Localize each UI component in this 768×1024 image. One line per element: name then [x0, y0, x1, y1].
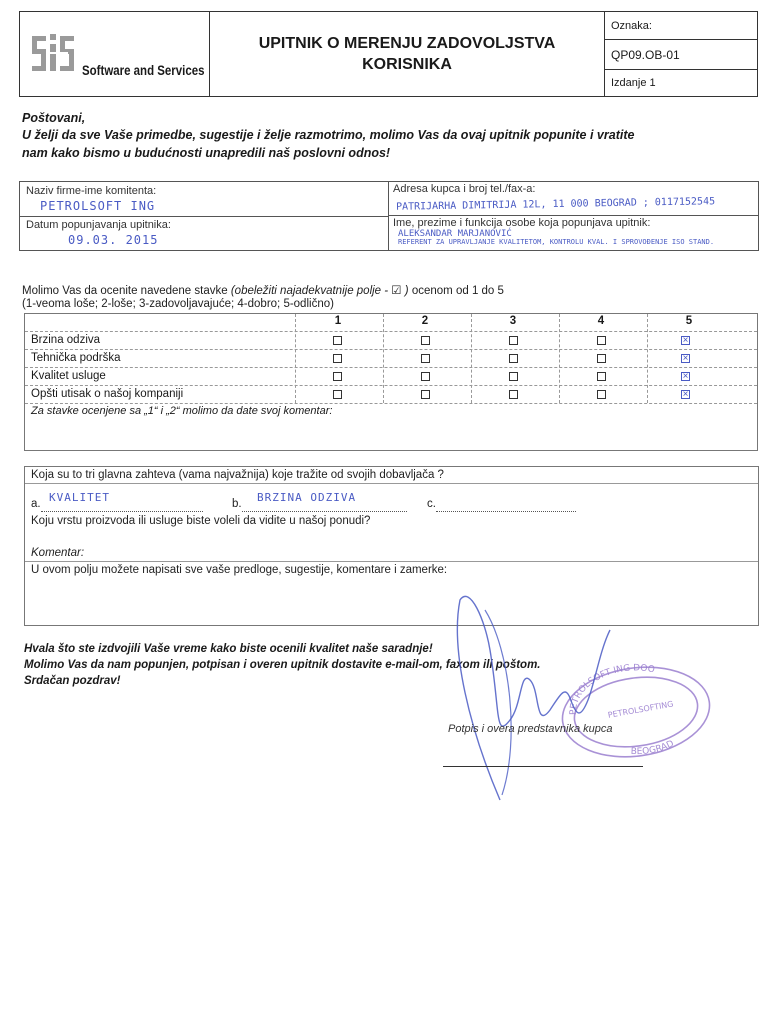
rating-checkbox[interactable]	[421, 390, 430, 399]
logo-cell	[20, 12, 210, 96]
comment-prompt: Za stavke ocenjene sa „1“ i „2“ molimo da date svoj komentar:	[31, 405, 333, 417]
document-title	[210, 12, 605, 96]
rating-checkbox[interactable]	[597, 354, 606, 363]
rating-checkbox[interactable]	[509, 390, 518, 399]
edition-label: Izdanje 1	[611, 77, 656, 89]
rating-checkbox[interactable]	[333, 354, 342, 363]
title-line-2: KORISNIKA	[362, 56, 452, 73]
req-c-line[interactable]	[436, 511, 576, 512]
row-label-overall: Opšti utisak o našoj kompaniji	[31, 388, 184, 400]
req-a-line	[41, 511, 203, 512]
grid-line	[647, 314, 648, 403]
rating-checkbox[interactable]	[597, 336, 606, 345]
date-value[interactable]: 09.03. 2015	[68, 233, 159, 247]
signature-label: Potpis i overa predstavnika kupca	[448, 723, 613, 735]
rating-intro-end: ocenom od 1 do 5	[411, 285, 504, 297]
rating-scale: (1-veoma loše; 2-loše; 3-zadovoljavajuće; 4-dobro; 5-odlično)	[22, 298, 334, 310]
rating-checkbox[interactable]	[333, 390, 342, 399]
col-header-4: 4	[597, 315, 605, 327]
stamp-middle-text: PETROLSOFTING	[607, 699, 675, 720]
rating-checkbox-checked[interactable]: ×	[682, 389, 689, 400]
grid-line	[383, 314, 384, 403]
rating-checkbox[interactable]	[421, 372, 430, 381]
grid-line	[295, 314, 296, 403]
req-a-label: a.	[31, 498, 41, 510]
rating-checkbox[interactable]	[509, 336, 518, 345]
info-divider-h-right	[388, 215, 758, 216]
document-code: QP09.OB-01	[605, 40, 757, 70]
col-header-2: 2	[421, 315, 429, 327]
grid-line	[25, 403, 757, 404]
rating-checkbox[interactable]	[333, 336, 342, 345]
row-label-response-speed: Brzina odziva	[31, 334, 101, 346]
col-header-3: 3	[509, 315, 517, 327]
rating-checkbox[interactable]	[509, 354, 518, 363]
info-divider-h-left	[20, 216, 388, 217]
suggestions-label: U ovom polju možete napisati sve vaše predloge, sugestije, komentare i zamerke:	[31, 564, 448, 576]
req-divider	[25, 561, 758, 562]
address-label: Adresa kupca i broj tel./fax-a:	[393, 183, 536, 195]
signature-line[interactable]	[443, 766, 643, 767]
closing-thanks: Hvala što ste izdvojili Vaše vreme kako biste ocenili kvalitet naše saradnje!	[24, 643, 433, 655]
req-c-label: c.	[427, 498, 436, 510]
logo-text: Software and Services	[82, 62, 205, 78]
oznaka-label: Oznaka:	[605, 12, 757, 40]
req-a-value[interactable]: KVALITET	[49, 491, 110, 504]
greeting: Poštovani,	[22, 111, 86, 125]
req-b-value[interactable]: BRZINA ODZIVA	[257, 491, 357, 504]
customer-info-table	[19, 181, 759, 251]
address-value[interactable]: PATRIJARHA DIMITRIJA 12L, 11 000 BEOGRAD ; 0117152545	[395, 196, 716, 213]
intro-line-1: U želji da sve Vaše primedbe, sugestije i želje razmotrimo, molimo Vas da ovaj upitnik popunite i vratite	[22, 128, 635, 142]
req-divider	[25, 483, 758, 484]
rating-checkbox[interactable]	[597, 372, 606, 381]
rating-checkbox[interactable]	[333, 372, 342, 381]
rating-checkbox-checked[interactable]: ×	[682, 353, 689, 364]
rating-checkbox[interactable]	[509, 372, 518, 381]
col-header-5: 5	[685, 315, 693, 327]
person-label: Ime, prezime i funkcija osobe koja popunjava upitnik:	[393, 217, 651, 229]
closing-regards: Srdačan pozdrav!	[24, 675, 121, 687]
grid-line	[471, 314, 472, 403]
rating-intro	[22, 283, 504, 297]
rating-checkbox-checked[interactable]: ×	[682, 371, 689, 382]
closing-instructions: Molimo Vas da nam popunjen, potpisan i overen upitnik dostavite e-mail-om, faxom ili poštom.	[24, 659, 541, 671]
person-function[interactable]: REFERENT ZA UPRAVLJANJE KVALITETOM, KONTROLU KVAL. I SPROVOĐENJE ISO STAND.	[398, 238, 715, 246]
col-header-1: 1	[334, 315, 342, 327]
req-b-label: b.	[232, 498, 242, 510]
requirements-question: Koja su to tri glavna zahteva (vama najvažnija) koje tražite od svojih dobavljača ?	[31, 469, 444, 481]
requirements-table	[24, 466, 759, 626]
stamp-bottom-text: BEOGRAD	[630, 738, 676, 758]
row-label-service-quality: Kvalitet usluge	[31, 370, 106, 382]
rating-table	[24, 313, 758, 451]
grid-line	[559, 314, 560, 403]
intro-line-2: nam kako bismo u budućnosti unapredili naš poslovni odnos!	[22, 146, 391, 160]
company-value[interactable]: PETROLSOFT ING	[40, 199, 156, 213]
products-question: Koju vrstu proizvoda ili usluge biste voleli da vidite u našoj ponudi?	[31, 515, 371, 527]
rating-checkbox[interactable]	[597, 390, 606, 399]
rating-intro-italic: (obeležiti najadekvatnije polje - ☑ )	[230, 285, 409, 297]
rating-intro-start: Molimo Vas da ocenite navedene stavke	[22, 285, 228, 297]
company-label: Naziv firme-ime komitenta:	[26, 185, 157, 197]
rating-checkbox[interactable]	[421, 336, 430, 345]
document-code-cell	[605, 12, 757, 96]
handwritten-signature	[440, 590, 640, 810]
company-logo-icon	[30, 32, 86, 78]
document-header	[19, 11, 758, 97]
info-divider-v	[388, 182, 389, 250]
stamp-top-text: PETROLSOFT ING DOO	[568, 663, 656, 716]
rating-checkbox-checked[interactable]: ×	[682, 335, 689, 346]
row-label-tech-support: Tehnička podrška	[31, 352, 121, 364]
req-b-line	[242, 511, 407, 512]
person-name[interactable]: ALEKSANDAR MARJANOVIĆ	[398, 229, 512, 239]
title-line-1: UPITNIK O MERENJU ZADOVOLJSTVA	[258, 35, 556, 52]
comment-label: Komentar:	[31, 547, 85, 559]
date-label: Datum popunjavanja upitnika:	[26, 219, 171, 231]
rating-checkbox[interactable]	[421, 354, 430, 363]
